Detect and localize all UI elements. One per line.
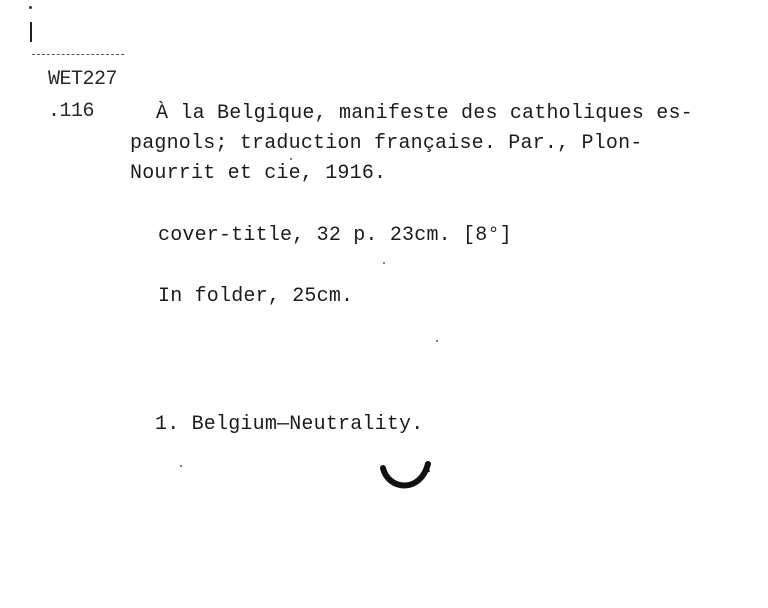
call-number-line-2: .116 xyxy=(48,100,95,123)
folder-note: In folder, 25cm. xyxy=(158,285,354,308)
curved-ink-mark-icon xyxy=(380,458,432,498)
ink-speck xyxy=(180,465,182,467)
card-edge-mark xyxy=(30,22,32,42)
collation-note: cover-title, 32 p. 23cm. [8°] xyxy=(158,224,512,247)
title-line-1: À la Belgique, manifeste des catholiques es- xyxy=(156,102,693,125)
ink-speck xyxy=(383,262,385,264)
ink-speck xyxy=(29,6,32,9)
title-line-2: pagnols; traduction française. Par., Plon- xyxy=(130,132,643,155)
title-line-3: Nourrit et cie, 1916. xyxy=(130,162,387,185)
card-edge-rule xyxy=(32,54,124,55)
call-number-line-1: WET227 xyxy=(48,68,118,91)
ink-speck xyxy=(290,158,292,160)
subject-heading: 1. Belgium—Neutrality. xyxy=(155,413,424,436)
ink-speck xyxy=(436,340,438,342)
